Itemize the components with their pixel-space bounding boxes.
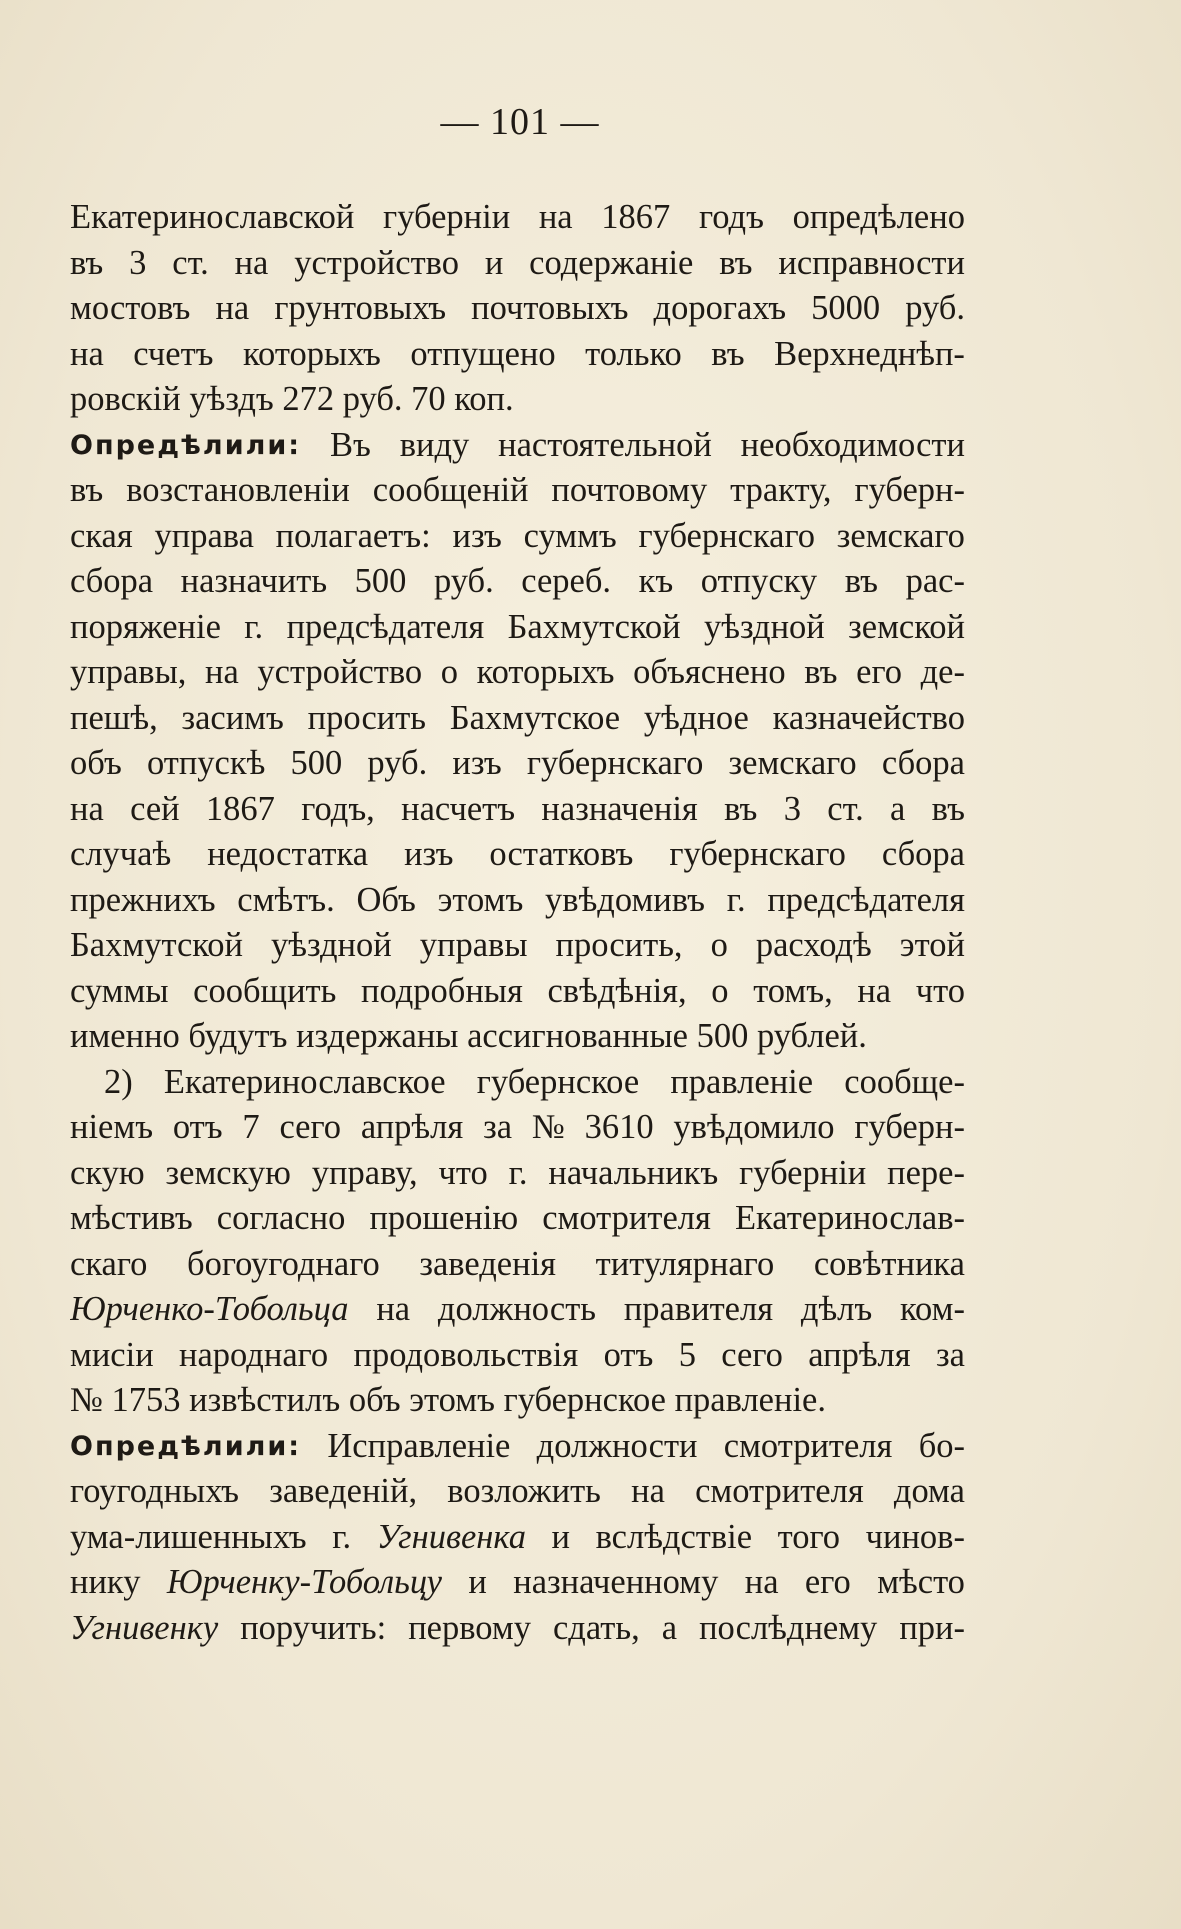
word: и [484,243,504,282]
word: Бахмутской [507,607,681,646]
word: губернское [503,1381,675,1419]
word: содержаніе [529,243,694,282]
word: гоугодныхъ [70,1472,239,1510]
word: 1867 [205,789,275,828]
word: Бахмутское [449,698,621,737]
word: губернское [476,1062,640,1101]
word: сбора [881,835,965,873]
word: 500 [354,562,407,600]
word: объ [348,1381,410,1419]
word: управы [419,926,528,964]
word: назначенія [541,789,698,828]
word: тракту, [730,471,832,509]
word: насчетъ [401,789,516,828]
word: Екатеринославское [163,1062,446,1101]
word: сообщеній [372,471,529,509]
word: предсѣдателя [286,607,485,646]
word: Объ [356,880,416,919]
text-line [70,332,965,378]
word: вслѣдствіе [595,1517,753,1556]
word: Угнивенку [70,1608,219,1647]
word: на [215,289,250,327]
word: казначейство [772,698,965,737]
text-line [70,468,965,514]
word: заведенія [419,1244,557,1283]
word: объ [70,744,122,782]
word: суммы [70,971,169,1010]
word: Верхнеднѣп- [774,334,965,373]
word: Въ [329,425,371,464]
word: сообщить [193,971,337,1010]
word: мѣстивъ [70,1199,193,1237]
word: въ [931,789,965,828]
word: остатковъ [489,835,634,873]
word: случаѣ [70,835,172,873]
word: продовольствія [353,1335,579,1374]
word: настоятельной [498,425,712,464]
word: руб. [433,562,494,600]
word: его [804,1563,851,1601]
text-line [70,969,965,1015]
word: руб. [905,289,965,327]
word: земскаго [728,744,857,782]
text-line [70,787,965,833]
text-line [70,696,965,742]
word: совѣтника [813,1244,965,1283]
text-line [70,1469,965,1515]
word: коп. [454,380,514,418]
word: увѣдомивъ [545,880,706,919]
word: необходимости [740,425,965,464]
word: поряженіе [70,607,221,646]
word: бо- [918,1426,965,1465]
word: ума-лишенныхъ [70,1517,307,1556]
word: суммъ [523,516,617,555]
word: расходѣ [755,926,872,964]
text-line [70,514,965,560]
word: возложить [447,1472,601,1510]
word: сего [279,1108,342,1146]
word: губерніи [383,198,511,236]
word: свѣдѣнія, [547,971,687,1010]
word: земскаго [836,516,965,555]
word: скаго [70,1244,148,1283]
word: народнаго [179,1335,329,1374]
word: уѣздной [704,607,825,646]
word: послѣднему [699,1608,878,1647]
word: отпущено [410,334,556,373]
word: его [856,653,902,691]
word: на [538,198,573,236]
word: мѣсто [877,1563,965,1601]
text-line [70,1287,965,1333]
word: ст. [172,243,209,282]
word: этой [899,926,965,964]
word: заведеній, [269,1472,418,1510]
word: сбора [70,562,154,600]
word: Бахмутской [70,926,243,964]
text-line [70,1515,965,1561]
word: должность [437,1290,597,1328]
word: которыхъ [243,334,381,373]
word: Юрченку-Тобольцу [166,1563,442,1601]
word: правителя [623,1290,774,1328]
word: 3 [783,789,801,828]
word: г. [332,1517,352,1556]
word: рублей. [756,1017,867,1055]
word: изъ [404,835,454,873]
word: правленіе. [674,1381,826,1419]
word: о [710,926,728,964]
text-line [70,241,965,287]
word: недостатка [207,835,369,873]
word: мисіи [70,1335,154,1374]
word: въ [70,243,104,282]
word: годъ, [301,789,375,828]
word: именно [70,1017,189,1055]
word: въ [719,243,753,282]
word: въ [804,653,838,691]
text-line [70,1606,965,1652]
word: при- [899,1608,965,1647]
word: первому [408,1608,531,1647]
text-line [70,1424,965,1470]
word: которыхъ [476,653,615,691]
word: назначить [180,562,328,600]
word: Исправленіе [327,1426,511,1465]
text-line [70,923,965,969]
word: № [531,1108,565,1146]
word: губерніи [739,1153,867,1192]
word: томъ, [753,971,833,1010]
text-line [70,878,965,924]
word: г. [244,607,264,646]
word: издержаны [296,1017,468,1055]
text-line [70,1333,965,1379]
word: смотрителя [695,1472,864,1510]
word: счетъ [133,334,214,373]
word: за [483,1108,513,1146]
word: на [70,789,104,828]
word: на [376,1290,411,1328]
word: объяснено [633,653,786,691]
word: за [936,1335,965,1374]
word: устройство [294,243,459,282]
text-line [70,195,965,241]
word: на [234,243,269,282]
word: согласно [216,1199,346,1237]
word: ком- [900,1290,965,1328]
word: губерн- [854,1108,965,1146]
word: губерн- [854,471,965,509]
word: губернскаго [638,516,815,555]
word: сдать, [552,1608,640,1647]
word: что [438,1153,488,1192]
word: 2) [104,1062,133,1101]
text-line [70,741,965,787]
word: грунтовыхъ [274,289,447,327]
word: дорогахъ [653,289,787,327]
word: на [631,1472,665,1510]
word: сбора [881,744,965,782]
word: ровскій [70,380,190,418]
word: изъ [452,744,502,782]
word: пешѣ, [70,698,158,737]
word: ст. [827,789,864,828]
word: на [857,971,892,1010]
text-line [70,1242,965,1288]
word: и [551,1517,570,1556]
text-line [70,1560,965,1606]
word: земской [848,607,965,646]
italic-name: Юрченко-Тобольца [70,1290,349,1328]
word: отъ [172,1108,223,1146]
word: поручить: [240,1608,387,1647]
word: 1753 [111,1381,190,1419]
word: управы, [70,653,187,691]
word: того [777,1517,841,1556]
word: полагаетъ: [275,516,431,555]
text-line [70,1060,965,1106]
word: титулярнаго [595,1244,775,1283]
word: сей [130,789,180,828]
word: 7 [242,1108,260,1146]
word: руб. [367,744,428,782]
text-line [70,1014,965,1060]
word: ская [70,516,133,555]
body-text [70,195,965,1651]
word: нику [70,1563,141,1601]
word: только [585,334,682,373]
word: дѣлъ [800,1290,873,1328]
word: управу, [311,1153,418,1192]
word: сообще- [844,1062,965,1101]
word: почтовому [551,471,708,509]
word: 5000 [811,289,881,327]
word: 3 [129,243,147,282]
word: изъ [452,516,502,555]
word: начальникъ [548,1153,719,1192]
word: къ [638,562,674,600]
word: 272 [282,380,343,418]
word: г. [726,880,746,919]
resolution-lead: Опредѣлили: [70,429,302,461]
word: въ [724,789,758,828]
text-line [70,650,965,696]
word: г. [508,1153,528,1192]
word: а [890,789,906,828]
word: 3610 [584,1108,654,1146]
word: уѣдное [643,698,749,737]
word: богоугоднаго [187,1244,380,1283]
word: уѣздной [271,926,392,964]
word: ніемъ [70,1108,154,1146]
word: губернскаго [669,835,846,873]
text-line [70,605,965,651]
resolution-lead: Опредѣлили: [70,1430,302,1462]
word: о [711,971,729,1010]
word: сего [721,1335,783,1374]
word: въ [711,334,745,373]
word: 500 [290,744,343,782]
word: возстановленіи [126,471,350,509]
word: правленіе [670,1062,814,1101]
word: сереб. [521,562,612,600]
text-line [70,1105,965,1151]
word: почтовыхъ [471,289,629,327]
word: чинов- [865,1517,965,1556]
word: въ [844,562,879,600]
word: подробныя [361,971,523,1010]
word: увѣдомило [673,1108,835,1146]
word: скую [70,1153,145,1192]
word: руб. [342,380,412,418]
word: на [744,1563,779,1601]
word: предсѣдателя [767,880,965,919]
word: 1867 [601,198,671,236]
word: де- [920,653,965,691]
word: извѣстилъ [189,1381,349,1419]
word: будутъ [188,1017,297,1055]
word: 500 [696,1017,757,1055]
word: мостовъ [70,289,191,327]
word: апрѣля [360,1108,464,1146]
text-line [70,1151,965,1197]
word: рас- [905,562,965,600]
word: о [440,653,458,691]
word: прежнихъ [70,880,216,919]
word: пере- [887,1153,965,1192]
word: этомъ [409,1381,504,1419]
text-line [70,286,965,332]
text-line [70,1378,965,1424]
text-line [70,559,965,605]
word: просить, [555,926,683,964]
word: смотрителя [723,1426,893,1465]
word: смѣтъ. [237,880,335,919]
word: Екатеринославской [70,198,355,236]
word: земскую [165,1153,291,1192]
word: назначенному [513,1563,719,1601]
word: просить [307,698,427,737]
word: въ [70,471,104,509]
word: управа [154,516,254,555]
word: дома [893,1472,965,1510]
word: ассигнованные [467,1017,697,1055]
word: исправности [778,243,965,282]
word: отъ [603,1335,654,1374]
word: что [915,971,965,1010]
text-line [70,423,965,469]
word: на [205,653,239,691]
word: 70 [411,380,455,418]
word: Угнивенка [376,1517,526,1556]
word: уѣздъ [189,380,283,418]
word: Екатеринослав- [734,1199,965,1237]
word: и [468,1563,487,1601]
word: апрѣля [808,1335,911,1374]
page-number: — 101 — [440,101,600,143]
text-line [70,1196,965,1242]
word: устройство [257,653,423,691]
word: смотрителя [542,1199,711,1237]
text-line [70,832,965,878]
word: годъ [698,198,764,236]
text-line [70,377,965,423]
word: № [70,1381,112,1419]
word: этомъ [437,880,524,919]
word: отпуску [700,562,818,600]
word: на [70,334,104,373]
word: отпускѣ [146,744,266,782]
word: 5 [678,1335,696,1374]
word: засимъ [181,698,284,737]
word: прошенію [369,1199,519,1237]
word: виду [399,425,470,464]
word: а [661,1608,678,1647]
word: опредѣлено [792,198,965,236]
word: должности [536,1426,698,1465]
word: губернскаго [526,744,704,782]
